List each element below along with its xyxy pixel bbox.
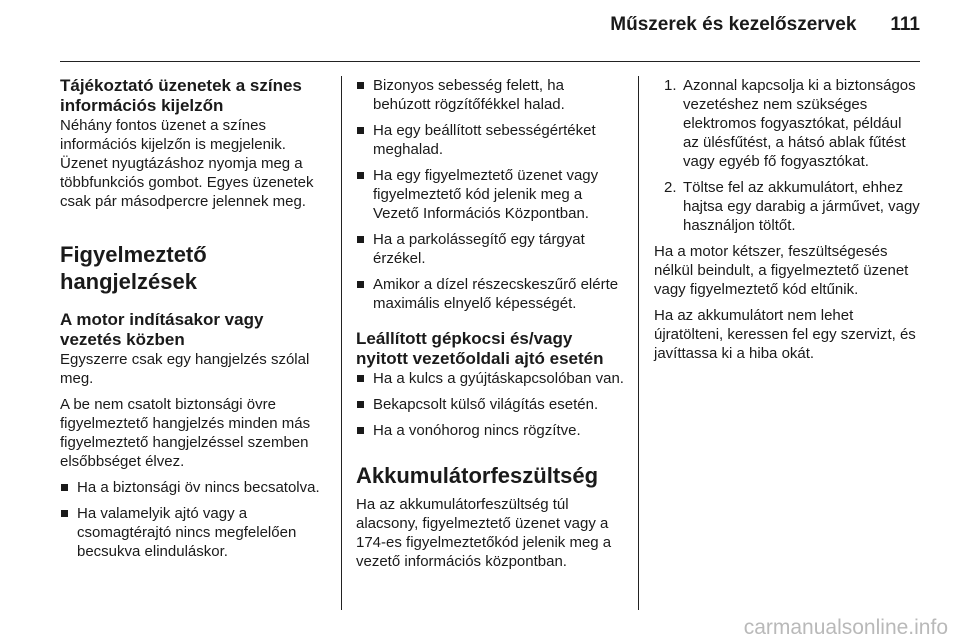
list-item [654,76,920,171]
parked-vehicle-list [356,369,624,440]
info-messages-heading: Tájékoztató üzenetek a színes információs kijelzőn [60,76,302,115]
list-item: Ha a kulcs a gyújtáskapcsolóban van. [356,369,624,388]
engine-start-text-1: Egyszerre csak egy hangjelzés szólal meg. [60,351,310,387]
engine-start-list [60,478,328,561]
list-item: Ha egy figyelmeztető üzenet vagy figyelmeztető kód jelenik meg a Vezető Információs Központban. [356,166,624,223]
list-item: Ha a vonóhorog nincs rögzítve. [356,421,624,440]
list-item: Ha a parkolássegítő egy tárgyat érzékel. [356,230,624,268]
parked-vehicle-heading: Leállított gépkocsi és/vagy nyitott vezetőoldali ajtó esetén [356,329,604,368]
section-title: Műszerek és kezelőszervek [610,14,857,35]
list-item: Amikor a dízel részecskeszűrő elérte maximális elnyelő képességét. [356,275,624,313]
page-header [610,14,920,36]
column-3 [654,76,920,370]
column-divider-2 [638,76,639,610]
battery-voltage-heading: Akkumulátorfeszültség [356,463,599,488]
engine-start-text-2: A be nem csatolt biztonsági övre figyelmeztető hangjelzés minden más figyelmeztető hangjelzéssel szemben elsőbbséget élvez. [60,396,311,470]
header-rule [60,61,920,62]
battery-steps-list [654,76,920,235]
list-item: Bizonyos sebesség felett, ha behúzott rögzítőfékkel halad. [356,76,624,114]
list-item: Ha a biztonsági öv nincs becsatolva. [60,478,328,497]
list-item: Ha valamelyik ajtó vagy a csomagtérajtó nincs megfelelően becsukva elinduláskor. [60,504,328,561]
warning-chimes-heading: Figyelmeztető hangjelzések [60,242,207,294]
step-number: 2. [664,179,677,196]
battery-voltage-text: Ha az akkumulátorfeszültség túl alacsony, figyelmeztető üzenet vagy a 174-es figyelmeztetőkód jelenik meg a vezető információs központban. [356,496,612,570]
column-divider-1 [341,76,342,610]
list-item: Bekapcsolt külső világítás esetén. [356,395,624,414]
list-item: Ha egy beállított sebességértéket meghalad. [356,121,624,159]
engine-start-heading: A motor indításakor vagy vezetés közben [60,310,264,349]
watermark: carmanualsonline.info [743,616,948,639]
step-text: Töltse fel az akkumulátort, ehhez hajtsa egy darabig a járművet, vagy használjon töltőt. [683,179,920,234]
battery-note-2: Ha az akkumulátort nem lehet újratölteni, keressen fel egy szervizt, és javíttassa ki a hiba okát. [654,307,916,362]
driving-conditions-list [356,76,624,313]
page-number: 111 [890,14,920,35]
column-2 [356,76,624,578]
list-item [654,178,920,235]
info-messages-text: Néhány fontos üzenet a színes információs kijelzőn is megjelenik. Üzenet nyugtázáshoz nyomja meg a többfunkciós gombot. Egyes üzenetek csak pár másodpercre jelennek meg. [60,117,314,210]
step-text: Azonnal kapcsolja ki a biztonságos vezetéshez nem szükséges elektromos fogyasztókat, például az ülésfűtést, a hátsó ablak fűtést vagy egyéb fő fogyasztókat. [683,77,916,170]
column-1 [60,76,328,568]
step-number: 1. [664,77,677,94]
battery-note-1: Ha a motor kétszer, feszültségesés nélkül beindult, a figyelmeztető üzenet vagy figyelmeztető kód eltűnik. [654,243,909,298]
